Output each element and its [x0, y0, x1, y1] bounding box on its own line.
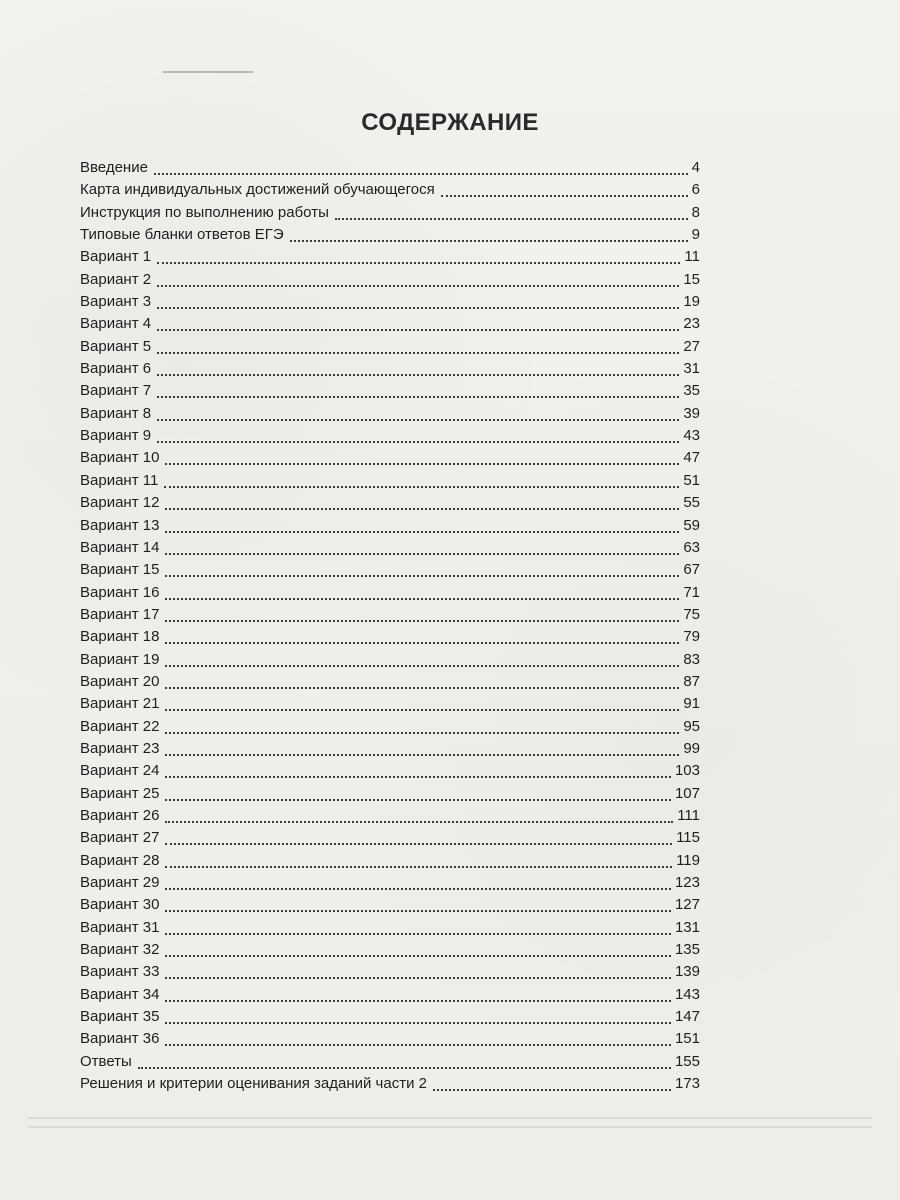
toc-dot-leader: [165, 986, 671, 1002]
toc-dot-leader: [165, 829, 672, 845]
toc-dot-leader: [441, 181, 688, 197]
toc-dot-leader: [165, 740, 679, 756]
toc-label: Вариант 33: [80, 963, 160, 981]
toc-label: Вариант 28: [80, 851, 160, 869]
toc-page-number: 75: [683, 605, 700, 623]
toc-label: Инструкция по выполнению работы: [80, 203, 329, 221]
toc-row: [80, 425, 700, 447]
toc-dot-leader: [157, 427, 679, 443]
toc-label: Вариант 6: [80, 360, 152, 378]
toc-dot-leader: [165, 1008, 671, 1024]
toc-label: Вариант 14: [80, 538, 160, 556]
toc-label: Вариант 20: [80, 672, 160, 690]
toc-row: [80, 179, 700, 201]
toc-dot-leader: [164, 472, 679, 488]
toc-dot-leader: [165, 695, 679, 711]
toc-label: Вариант 10: [80, 449, 160, 467]
toc-dot-leader: [165, 539, 679, 555]
toc-row: [80, 537, 700, 559]
toc-page-number: 155: [674, 1052, 700, 1070]
toc-label: Вариант 17: [80, 605, 160, 623]
toc-page-number: 111: [677, 806, 700, 824]
toc-label: Вариант 35: [80, 1008, 160, 1026]
toc-row: [80, 961, 700, 983]
toc-dot-leader: [165, 762, 671, 778]
toc-label: Вариант 13: [80, 516, 160, 534]
toc-label: Вариант 9: [80, 427, 152, 445]
toc-dot-leader: [165, 1030, 671, 1046]
toc-page-number: 143: [674, 985, 700, 1003]
toc-dot-leader: [165, 963, 671, 979]
toc-label: Вариант 3: [80, 293, 152, 311]
toc-page-number: 43: [683, 427, 700, 445]
toc-dot-leader: [157, 360, 679, 376]
toc-label: Вариант 24: [80, 762, 160, 780]
toc-label: Типовые бланки ответов ЕГЭ: [80, 226, 284, 244]
toc-page-number: 8: [691, 203, 700, 221]
toc-row: [80, 693, 700, 715]
toc-label: Вариант 15: [80, 561, 160, 579]
toc-page-number: 59: [683, 516, 700, 534]
toc-page-number: 31: [683, 360, 700, 378]
toc-row: [80, 157, 700, 179]
toc-page-number: 67: [683, 561, 700, 579]
toc-dot-leader: [154, 159, 688, 175]
toc-label: Введение: [80, 159, 148, 176]
toc-row: [80, 559, 700, 581]
toc-row: [80, 604, 700, 626]
toc-page-number: 127: [674, 896, 700, 914]
toc-page-number: 55: [683, 494, 700, 512]
top-rule: [163, 71, 253, 73]
toc-label: Вариант 12: [80, 494, 160, 512]
toc-page-number: 173: [674, 1075, 700, 1093]
toc-dot-leader: [165, 896, 671, 912]
toc-row: [80, 984, 700, 1006]
toc-dot-leader: [157, 248, 680, 264]
toc-page-number: 107: [674, 784, 700, 802]
toc-row: [80, 716, 700, 738]
toc-row: [80, 939, 700, 961]
toc-label: Вариант 30: [80, 896, 160, 914]
toc-page-number: 15: [683, 270, 700, 288]
toc-row: [80, 224, 700, 246]
toc-row: [80, 738, 700, 760]
toc-dot-leader: [157, 382, 679, 398]
toc-row: [80, 649, 700, 671]
toc-row: [80, 805, 700, 827]
toc-dot-leader: [165, 673, 679, 689]
toc-page-number: 11: [684, 248, 700, 266]
toc-row: [80, 1006, 700, 1028]
toc-row: [80, 380, 700, 402]
toc-row: [80, 403, 700, 425]
toc-page-number: 91: [683, 695, 700, 713]
toc-row: [80, 358, 700, 380]
toc-label: Вариант 1: [80, 248, 152, 266]
toc-row: [80, 470, 700, 492]
toc-row: [80, 872, 700, 894]
table-of-contents: [80, 157, 700, 1095]
toc-row: [80, 202, 700, 224]
toc-row: [80, 492, 700, 514]
toc-label: Вариант 5: [80, 337, 152, 355]
toc-dot-leader: [165, 852, 672, 868]
toc-page-number: 131: [674, 918, 700, 936]
toc-page-number: 63: [683, 538, 700, 556]
toc-page-number: 135: [674, 941, 700, 959]
toc-label: Вариант 22: [80, 717, 160, 735]
toc-label: Вариант 29: [80, 874, 160, 891]
toc-dot-leader: [165, 651, 679, 667]
toc-page-number: 151: [674, 1030, 700, 1048]
toc-page-number: 119: [676, 851, 700, 869]
toc-label: Вариант 18: [80, 628, 160, 646]
toc-label: Вариант 11: [80, 471, 159, 489]
toc-row: [80, 671, 700, 693]
toc-page-number: 147: [674, 1008, 700, 1026]
toc-label: Вариант 27: [80, 829, 160, 847]
toc-dot-leader: [335, 204, 688, 220]
toc-dot-leader: [157, 315, 679, 331]
toc-row: [80, 783, 700, 805]
toc-label: Карта индивидуальных достижений обучающегося: [80, 181, 435, 199]
toc-dot-leader: [157, 405, 679, 421]
toc-label: Вариант 23: [80, 739, 160, 757]
toc-row: [80, 515, 700, 537]
toc-dot-leader: [165, 561, 679, 577]
toc-page-number: 6: [691, 181, 700, 199]
toc-label: Вариант 16: [80, 583, 160, 601]
toc-row: [80, 447, 700, 469]
toc-row: [80, 1051, 700, 1073]
toc-page-number: 103: [674, 762, 700, 780]
toc-label: Вариант 25: [80, 784, 160, 802]
toc-row: [80, 1028, 700, 1050]
toc-page-number: 9: [691, 226, 700, 244]
toc-row: [80, 291, 700, 313]
toc-label: Вариант 32: [80, 941, 160, 959]
toc-page-number: 27: [683, 337, 700, 355]
toc-dot-leader: [165, 606, 679, 622]
toc-page-number: 87: [683, 672, 700, 690]
toc-dot-leader: [165, 494, 679, 510]
toc-row: [80, 917, 700, 939]
toc-page-number: 19: [683, 293, 700, 311]
toc-page-number: 99: [683, 739, 700, 757]
toc-label: Вариант 36: [80, 1030, 160, 1048]
toc-page-number: 83: [683, 650, 700, 668]
toc-page-number: 115: [676, 829, 700, 847]
toc-page-number: 35: [683, 382, 700, 400]
toc-page-number: 47: [683, 449, 700, 467]
toc-label: Вариант 2: [80, 270, 152, 288]
toc-dot-leader: [165, 718, 679, 734]
toc-dot-leader: [157, 271, 679, 287]
toc-dot-leader: [165, 584, 679, 600]
toc-dot-leader: [290, 226, 688, 242]
toc-label: Вариант 34: [80, 985, 160, 1003]
toc-dot-leader: [165, 807, 673, 823]
toc-page-number: 23: [683, 315, 700, 333]
toc-label: Вариант 26: [80, 806, 160, 824]
toc-dot-leader: [165, 628, 679, 644]
toc-page-number: 139: [674, 963, 700, 981]
toc-label: Вариант 21: [80, 695, 160, 713]
toc-label: Ответы: [80, 1052, 132, 1070]
toc-dot-leader: [165, 874, 671, 890]
toc-row: [80, 760, 700, 782]
toc-page-number: 71: [683, 583, 700, 601]
toc-page-number: 123: [674, 874, 700, 891]
toc-label: Вариант 31: [80, 918, 160, 936]
toc-row: [80, 1073, 700, 1095]
toc-dot-leader: [165, 785, 671, 801]
toc-label: Вариант 8: [80, 404, 152, 422]
toc-page-number: 4: [691, 159, 700, 176]
toc-row: [80, 894, 700, 916]
toc-row: [80, 582, 700, 604]
toc-dot-leader: [157, 293, 679, 309]
toc-dot-leader: [165, 941, 671, 957]
toc-row: [80, 269, 700, 291]
toc-dot-leader: [165, 449, 679, 465]
toc-row: [80, 827, 700, 849]
toc-dot-leader: [433, 1075, 671, 1091]
toc-row: [80, 336, 700, 358]
toc-row: [80, 246, 700, 268]
toc-label: Вариант 4: [80, 315, 152, 333]
toc-row: [80, 850, 700, 872]
toc-row: [80, 313, 700, 335]
toc-dot-leader: [157, 338, 679, 354]
page-title: СОДЕРЖАНИЕ: [361, 109, 539, 136]
toc-page-number: 95: [683, 717, 700, 735]
toc-label: Решения и критерии оценивания заданий части 2: [80, 1075, 427, 1093]
toc-label: Вариант 7: [80, 382, 152, 400]
toc-page-number: 51: [683, 471, 700, 489]
toc-dot-leader: [165, 517, 679, 533]
bleed-through-lines: [28, 1110, 872, 1140]
toc-label: Вариант 19: [80, 650, 160, 668]
toc-page-number: 39: [683, 404, 700, 422]
toc-page-number: 79: [683, 628, 700, 646]
toc-dot-leader: [138, 1053, 671, 1069]
toc-row: [80, 626, 700, 648]
toc-dot-leader: [165, 919, 671, 935]
